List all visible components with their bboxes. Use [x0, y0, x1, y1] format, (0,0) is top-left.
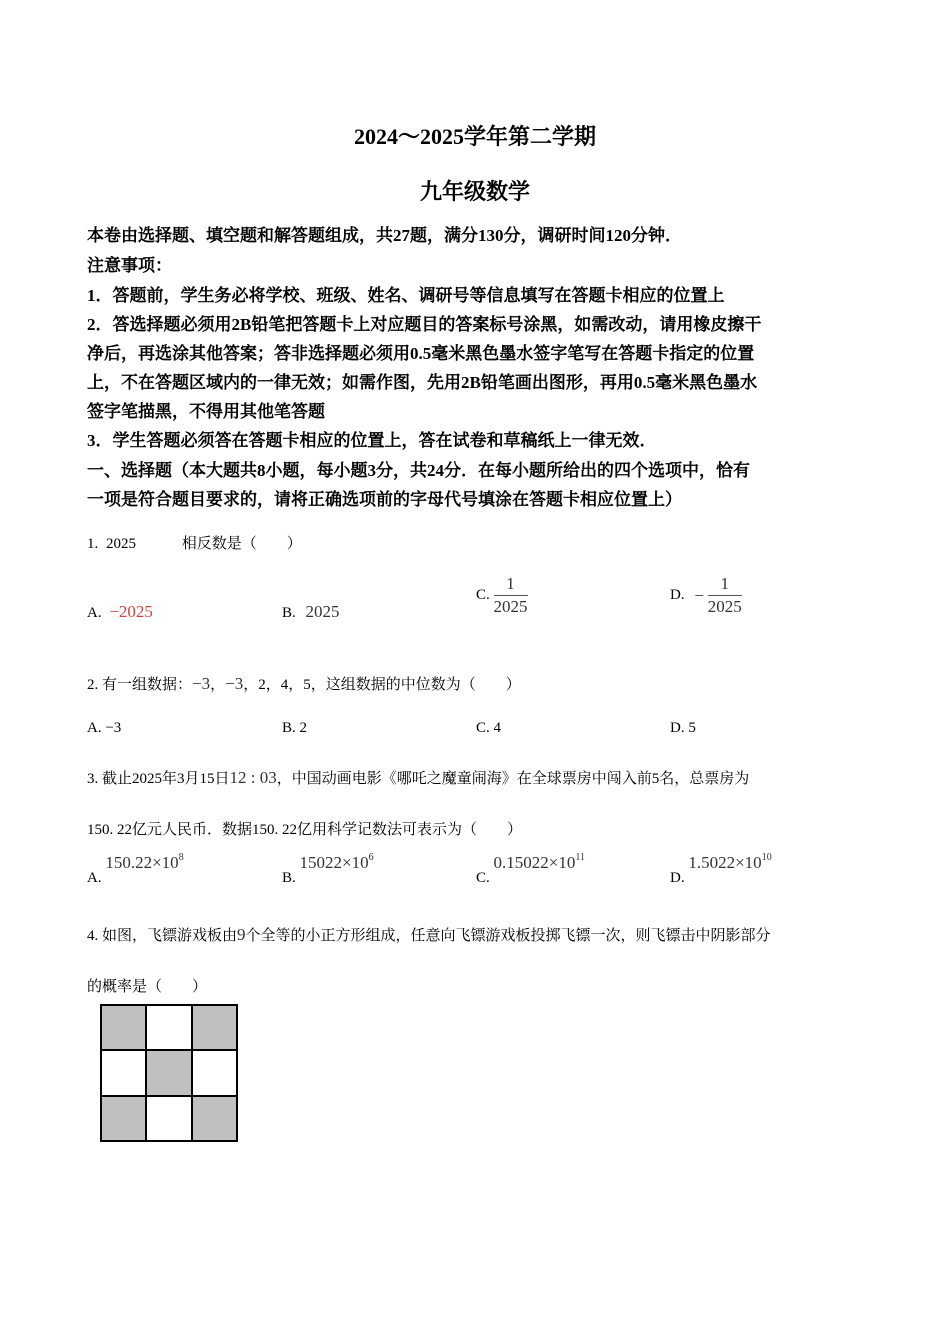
q3-option-b[interactable] [282, 852, 374, 887]
q3-option-d-base: 1.5022×10 [688, 853, 762, 872]
q3-option-c[interactable] [476, 852, 585, 887]
q1-option-a-value: −2025 [109, 602, 153, 621]
q3-option-a-exponent: 8 [178, 852, 184, 863]
exam-subject-title: 九年级数学 [419, 179, 530, 204]
q2-rest: ，2，4，5，这组数据的中位数为（ ） [243, 677, 521, 693]
q3-option-b-label: B. [282, 870, 296, 886]
q1-option-c-denominator: 2025 [493, 597, 528, 616]
notice-item-2-line-4: 签字笔描黑，不得用其他笔答题 [87, 402, 325, 421]
q3-option-c-exponent: 11 [575, 852, 585, 863]
question-4-line-1 [87, 924, 771, 945]
q2-option-b[interactable]: B. 2 [282, 720, 308, 736]
q3-option-d-exponent: 10 [761, 852, 772, 863]
question-3-line-1 [87, 767, 749, 788]
q1-option-a[interactable] [87, 602, 153, 622]
grid-cell-shaded [192, 1096, 237, 1141]
q2-value-1: −3 [192, 674, 211, 693]
q1-option-b[interactable] [282, 602, 340, 622]
q1-value: 2025 [106, 536, 136, 552]
grid-cell-empty [101, 1050, 146, 1095]
q2-value-2: −3 [225, 674, 244, 693]
q2-option-a[interactable]: A. −3 [87, 720, 122, 736]
q2-option-c[interactable]: C. 4 [476, 720, 502, 736]
notice-item-2-line-1: 2．答选择题必须用2B铅笔把答题卡上对应题目的答案标号涂黑，如需改动，请用橡皮擦干 [87, 315, 762, 334]
exam-intro: 本卷由选择题、填空题和解答题组成，共27题，满分130分，调研时间120分钟． [87, 226, 682, 245]
q1-option-d-fraction [708, 574, 742, 617]
notice-title: 注意事项： [87, 256, 172, 275]
section1-heading-line-2: 一项是符合题目要求的，请将正确选项前的字母代号填涂在答题卡相应位置上） [87, 490, 682, 509]
q2-prefix: 2. 有一组数据： [87, 677, 193, 693]
q2-option-d[interactable]: D. 5 [670, 720, 696, 736]
q4-rest: 个全等的小正方形组成，任意向飞镖游戏板投掷飞镖一次，则飞镖击中阴影部分 [245, 928, 771, 944]
q1-option-c-label: C. [476, 587, 490, 603]
q3-option-a-base: 150.22×10 [105, 853, 179, 872]
q3-option-b-base: 15022×10 [299, 853, 369, 872]
q3-option-d-label: D. [670, 870, 685, 886]
q1-option-d-label: D. [670, 587, 685, 603]
grid-cell-shaded [146, 1050, 191, 1095]
grid-cell-empty [146, 1005, 191, 1050]
q3-time: 12 : 03 [229, 768, 277, 787]
notice-item-2-line-2: 净后，再选涂其他答案；答非选择题必须用0.5毫米黑色墨水签字笔写在答题卡指定的位置 [87, 344, 755, 363]
notice-item-3: 3．学生答题必须答在答题卡相应的位置上，答在试卷和草稿纸上一律无效． [87, 431, 657, 450]
q1-option-d-sign: − [694, 585, 704, 605]
notice-item-1: 1．答题前，学生务必将学校、班级、姓名、调研号等信息填写在答题卡相应的位置上 [87, 286, 725, 305]
question-3-line-2: 150. 22亿元人民币．数据150. 22亿用科学记数法可表示为（ ） [87, 822, 523, 838]
q1-option-c-fraction [494, 574, 528, 617]
q1-option-b-label: B. [282, 605, 296, 621]
q1-option-a-label: A. [87, 605, 102, 621]
q1-option-d-denominator: 2025 [707, 597, 742, 616]
q2-separator: ， [210, 677, 226, 693]
exam-term-title: 2024～2025学年第二学期 [353, 124, 596, 149]
q1-text: 相反数是（ ） [181, 536, 302, 552]
question-1 [87, 532, 302, 553]
grid-cell-empty [192, 1050, 237, 1095]
notice-item-2-line-3: 上，不在答题区域内的一律无效；如需作图，先用2B铅笔画出图形，再用0.5毫米黑色墨水 [87, 373, 758, 392]
grid-cell-shaded [192, 1005, 237, 1050]
q3-option-c-base: 0.15022×10 [493, 853, 576, 872]
question-2 [87, 673, 521, 694]
q1-option-d-numerator: 1 [708, 574, 742, 596]
q3-option-c-label: C. [476, 870, 490, 886]
q4-prefix: 4. 如图，飞镖游戏板由 [87, 928, 238, 944]
q4-count: 9 [237, 925, 246, 944]
q1-option-c-numerator: 1 [494, 574, 528, 596]
dartboard-grid [100, 1004, 238, 1142]
section1-heading-line-1: 一、选择题（本大题共8小题，每小题3分，共24分．在每小题所给出的四个选项中，恰有 [87, 461, 750, 480]
q1-option-d[interactable] [670, 574, 742, 617]
grid-cell-empty [146, 1096, 191, 1141]
q3-option-d[interactable] [670, 852, 772, 887]
q3-prefix: 3. 截止2025年3月15日 [87, 771, 230, 787]
q3-option-b-exponent: 6 [368, 852, 374, 863]
q1-option-c[interactable] [476, 574, 528, 617]
question-4-line-2: 的概率是（ ） [87, 979, 208, 995]
grid-cell-shaded [101, 1096, 146, 1141]
q1-number: 1. [87, 536, 99, 552]
q3-option-a[interactable] [87, 852, 184, 887]
q3-rest: ，中国动画电影《哪吒之魔童闹海》在全球票房中闯入前5名，总票房为 [276, 771, 750, 787]
q1-option-b-value: 2025 [305, 602, 340, 621]
grid-cell-shaded [101, 1005, 146, 1050]
q3-option-a-label: A. [87, 870, 102, 886]
